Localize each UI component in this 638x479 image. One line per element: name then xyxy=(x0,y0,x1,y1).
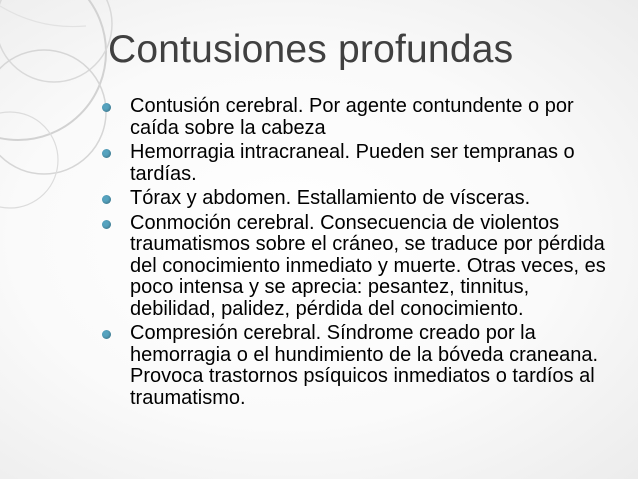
bullet-icon xyxy=(102,195,111,204)
bullet-text: Tórax y abdomen. Estallamiento de vísceras. xyxy=(130,187,531,209)
bullet-text: Contusión cerebral. Por agente contundente o por caída sobre la cabeza xyxy=(130,95,574,139)
bullet-item xyxy=(100,323,620,409)
bullet-list xyxy=(100,96,620,412)
slide-title: Contusiones profundas xyxy=(108,28,514,71)
bullet-text: Compresión cerebral. Síndrome creado por la hemorragia o el hundimiento de la bóveda craneana. Provoca trastornos psíquicos inmediatos o tardíos al traumatismo. xyxy=(130,322,599,409)
bullet-text: Conmoción cerebral. Consecuencia de violentos traumatismos sobre el cráneo, se traduce por pérdida del conocimiento inmediato y muerte. Otras veces, es poco intensa y se aprecia: pesantez, tinnitus, debilidad, palidez, pérdida del conocimiento. xyxy=(130,211,606,320)
bullet-icon xyxy=(102,330,111,339)
bullet-item xyxy=(100,142,620,185)
bullet-icon xyxy=(102,220,111,229)
bullet-item xyxy=(100,96,620,139)
bullet-icon xyxy=(102,149,111,158)
bullet-item xyxy=(100,213,620,321)
bullet-item xyxy=(100,188,620,210)
bullet-icon xyxy=(102,103,111,112)
bullet-text: Hemorragia intracraneal. Pueden ser tempranas o tardías. xyxy=(130,141,575,185)
